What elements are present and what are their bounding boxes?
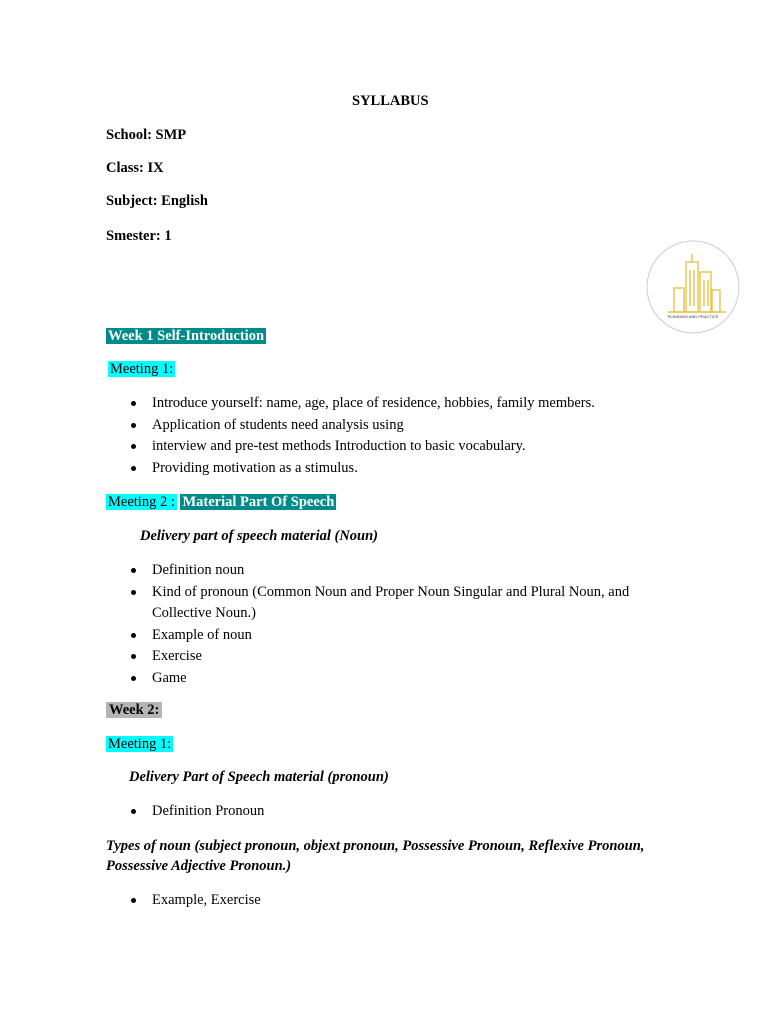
week1-meeting2-heading: [106, 494, 336, 511]
list-item: Definition Pronoun: [128, 801, 264, 823]
types-of-noun-line1: Types of noun (subject pronoun, objext pronoun, Possessive Pronoun, Reflexive Pronoun,: [106, 838, 645, 854]
list-item: Example, Exercise: [128, 890, 261, 912]
week1-meeting2-topic: Material Part Of Speech: [182, 494, 335, 510]
week2-meeting1-list: [128, 801, 264, 823]
week1-meeting2-subheading: Delivery part of speech material (Noun): [140, 528, 379, 544]
city-buildings-logo-icon: [646, 240, 740, 334]
list-item: Application of students need analysis using: [128, 415, 595, 437]
week2-meeting1-label: Meeting 1:: [108, 736, 172, 752]
week1-meeting2-list: [128, 560, 629, 689]
subject-line: Subject: English: [106, 193, 208, 209]
list-item: Kind of pronoun (Common Noun and Proper Noun Singular and Plural Noun, and: [128, 582, 629, 604]
week1-meeting1-list: [128, 393, 595, 479]
types-of-noun-line2: Possessive Adjective Pronoun.): [106, 858, 292, 874]
list-item-continuation: Collective Noun.): [152, 605, 256, 621]
week1-meeting1-label: Meeting 1:: [110, 361, 174, 377]
list-item: Definition noun: [128, 560, 629, 582]
list-item: Introduce yourself: name, age, place of residence, hobbies, family members.: [128, 393, 595, 415]
week2-meeting1-subheading: Delivery Part of Speech material (pronoun): [129, 769, 389, 785]
school-line: School: SMP: [106, 127, 187, 143]
list-item: Exercise: [128, 646, 629, 668]
week2-meeting1-list2: [128, 890, 261, 912]
list-item: Example of noun: [128, 625, 629, 647]
week1-heading: Week 1 Self-Introduction: [108, 328, 265, 344]
page-title: SYLLABUS: [352, 93, 429, 109]
week2-heading: Week 2:: [106, 702, 162, 719]
list-item: Game: [128, 668, 629, 690]
class-line: Class: IX: [106, 160, 164, 176]
week1-meeting2-label: Meeting 2 :: [108, 494, 175, 510]
list-item: Providing motivation as a stimulus.: [128, 458, 595, 480]
semester-line: Smester: 1: [106, 228, 172, 244]
list-item: interview and pre-test methods Introduction to basic vocabulary.: [128, 436, 595, 458]
logo-text: PLANNING AND PRACTICE: [667, 314, 719, 319]
